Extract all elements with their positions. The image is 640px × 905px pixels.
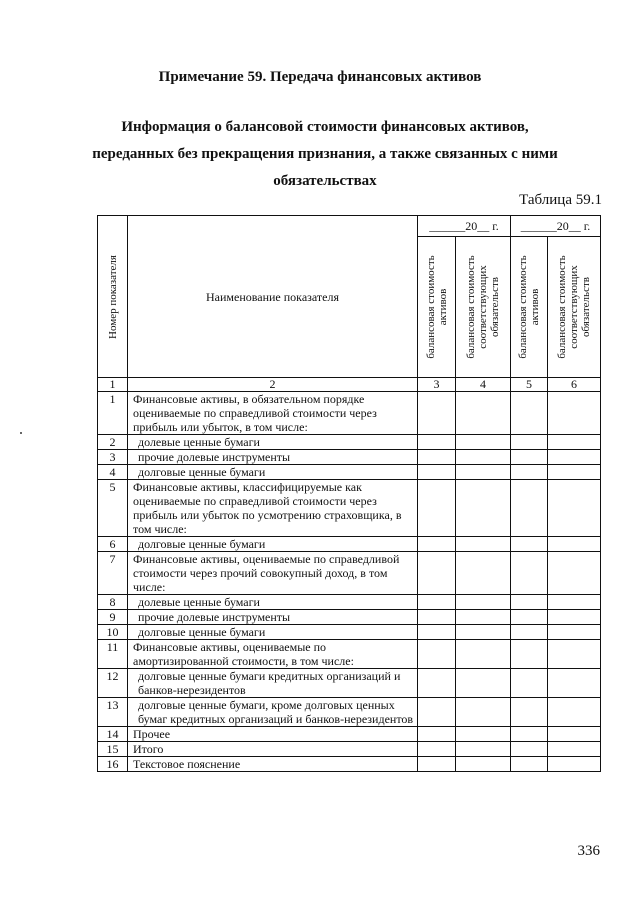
value-cell — [511, 757, 548, 772]
table-row — [98, 742, 601, 757]
value-cell — [511, 669, 548, 698]
value-cell — [548, 625, 601, 640]
value-cell — [456, 595, 511, 610]
indicator-name: прочие долевые инструменты — [128, 450, 418, 465]
header-assets-1: балансовая стоимость активов — [418, 237, 456, 378]
indicator-name: долговые ценные бумаги, кроме долговых ценных бумаг кредитных организаций и банков-нерезидентов — [128, 698, 418, 727]
table-label: Таблица 59.1 — [519, 192, 602, 208]
value-cell — [456, 610, 511, 625]
value-cell — [511, 435, 548, 450]
note-title: Примечание 59. Передача финансовых активов — [158, 69, 482, 85]
row-number: 4 — [98, 465, 128, 480]
value-cell — [456, 450, 511, 465]
value-cell — [418, 625, 456, 640]
value-cell — [511, 480, 548, 537]
column-number: 6 — [548, 378, 601, 392]
table-row — [98, 552, 601, 595]
table-row — [98, 450, 601, 465]
table-row — [98, 480, 601, 537]
value-cell — [548, 742, 601, 757]
value-cell — [456, 552, 511, 595]
table-row — [98, 640, 601, 669]
table-row — [98, 698, 601, 727]
value-cell — [548, 537, 601, 552]
value-cell — [548, 757, 601, 772]
indicator-name: Финансовые активы, оцениваемые по амортизированной стоимости, в том числе: — [128, 640, 418, 669]
value-cell — [418, 450, 456, 465]
row-number: 14 — [98, 727, 128, 742]
value-cell — [511, 640, 548, 669]
value-cell — [456, 465, 511, 480]
indicator-name: Финансовые активы, оцениваемые по справедливой стоимости через прочий совокупный доход, в том числе: — [128, 552, 418, 595]
header-period-1: ______20__ г. — [418, 216, 511, 237]
table-row — [98, 465, 601, 480]
indicator-name: долевые ценные бумаги — [128, 435, 418, 450]
row-number: 2 — [98, 435, 128, 450]
indicator-name: прочие долевые инструменты — [128, 610, 418, 625]
table-row — [98, 727, 601, 742]
value-cell — [456, 742, 511, 757]
indicator-name: Текстовое пояснение — [128, 757, 418, 772]
value-cell — [548, 435, 601, 450]
column-number-row — [98, 378, 601, 392]
value-cell — [456, 727, 511, 742]
value-cell — [511, 595, 548, 610]
row-number: 6 — [98, 537, 128, 552]
value-cell — [418, 465, 456, 480]
value-cell — [548, 595, 601, 610]
value-cell — [418, 435, 456, 450]
header-liabilities-1: балансовая стоимость соответствующих обязательств — [456, 237, 511, 378]
value-cell — [456, 669, 511, 698]
value-cell — [456, 480, 511, 537]
value-cell — [418, 392, 456, 435]
row-number: 8 — [98, 595, 128, 610]
header-row-number: Номер показателя — [98, 216, 128, 378]
margin-dot — [20, 432, 22, 434]
row-number: 13 — [98, 698, 128, 727]
indicator-name: долевые ценные бумаги — [128, 595, 418, 610]
value-cell — [548, 392, 601, 435]
value-cell — [511, 537, 548, 552]
indicator-name: долговые ценные бумаги — [128, 465, 418, 480]
indicator-name: долговые ценные бумаги — [128, 537, 418, 552]
page-number: 336 — [577, 843, 600, 859]
indicator-name: Финансовые активы, классифицируемые как оцениваемые по справедливой стоимости через прибыль или убыток по усмотрению страховщика, в том числе: — [128, 480, 418, 537]
row-number: 11 — [98, 640, 128, 669]
indicator-name: Финансовые активы, в обязательном порядке оцениваемые по справедливой стоимости через прибыль или убыток, в том числе: — [128, 392, 418, 435]
value-cell — [548, 480, 601, 537]
value-cell — [456, 537, 511, 552]
value-cell — [418, 537, 456, 552]
value-cell — [418, 640, 456, 669]
table-caption: Информация о балансовой стоимости финансовых активов, переданных без прекращения признания, а также связанных с ними обязательствах — [92, 119, 558, 189]
value-cell — [548, 640, 601, 669]
value-cell — [456, 757, 511, 772]
row-number: 15 — [98, 742, 128, 757]
value-cell — [418, 698, 456, 727]
value-cell — [511, 552, 548, 595]
value-cell — [548, 698, 601, 727]
table-row — [98, 392, 601, 435]
value-cell — [548, 727, 601, 742]
table-row — [98, 625, 601, 640]
table-row — [98, 537, 601, 552]
value-cell — [418, 610, 456, 625]
value-cell — [511, 698, 548, 727]
value-cell — [418, 480, 456, 537]
row-number: 16 — [98, 757, 128, 772]
value-cell — [511, 727, 548, 742]
column-number: 1 — [98, 378, 128, 392]
value-cell — [456, 625, 511, 640]
indicator-name: долговые ценные бумаги кредитных организаций и банков-нерезидентов — [128, 669, 418, 698]
value-cell — [511, 625, 548, 640]
value-cell — [511, 450, 548, 465]
value-cell — [418, 742, 456, 757]
value-cell — [456, 392, 511, 435]
value-cell — [548, 552, 601, 595]
row-number: 9 — [98, 610, 128, 625]
value-cell — [548, 450, 601, 465]
table-row — [98, 669, 601, 698]
value-cell — [548, 610, 601, 625]
column-number: 3 — [418, 378, 456, 392]
row-number: 1 — [98, 392, 128, 435]
table-row — [98, 435, 601, 450]
value-cell — [548, 669, 601, 698]
value-cell — [418, 757, 456, 772]
indicator-name: Итого — [128, 742, 418, 757]
row-number: 10 — [98, 625, 128, 640]
value-cell — [511, 610, 548, 625]
indicator-name: долговые ценные бумаги — [128, 625, 418, 640]
row-number: 5 — [98, 480, 128, 537]
financial-assets-table — [97, 215, 601, 772]
value-cell — [548, 465, 601, 480]
value-cell — [418, 552, 456, 595]
row-number: 3 — [98, 450, 128, 465]
column-number: 2 — [128, 378, 418, 392]
row-number: 7 — [98, 552, 128, 595]
value-cell — [456, 435, 511, 450]
header-indicator-name: Наименование показателя — [128, 216, 418, 378]
value-cell — [418, 669, 456, 698]
column-number: 4 — [456, 378, 511, 392]
value-cell — [511, 465, 548, 480]
value-cell — [418, 595, 456, 610]
value-cell — [511, 742, 548, 757]
value-cell — [456, 640, 511, 669]
indicator-name: Прочее — [128, 727, 418, 742]
header-assets-2: балансовая стоимость активов — [511, 237, 548, 378]
row-number: 12 — [98, 669, 128, 698]
table-row — [98, 595, 601, 610]
table-row — [98, 610, 601, 625]
value-cell — [511, 392, 548, 435]
header-period-2: ______20__ г. — [511, 216, 601, 237]
value-cell — [456, 698, 511, 727]
value-cell — [418, 727, 456, 742]
header-liabilities-2: балансовая стоимость соответствующих обязательств — [548, 237, 601, 378]
table-row — [98, 757, 601, 772]
column-number: 5 — [511, 378, 548, 392]
